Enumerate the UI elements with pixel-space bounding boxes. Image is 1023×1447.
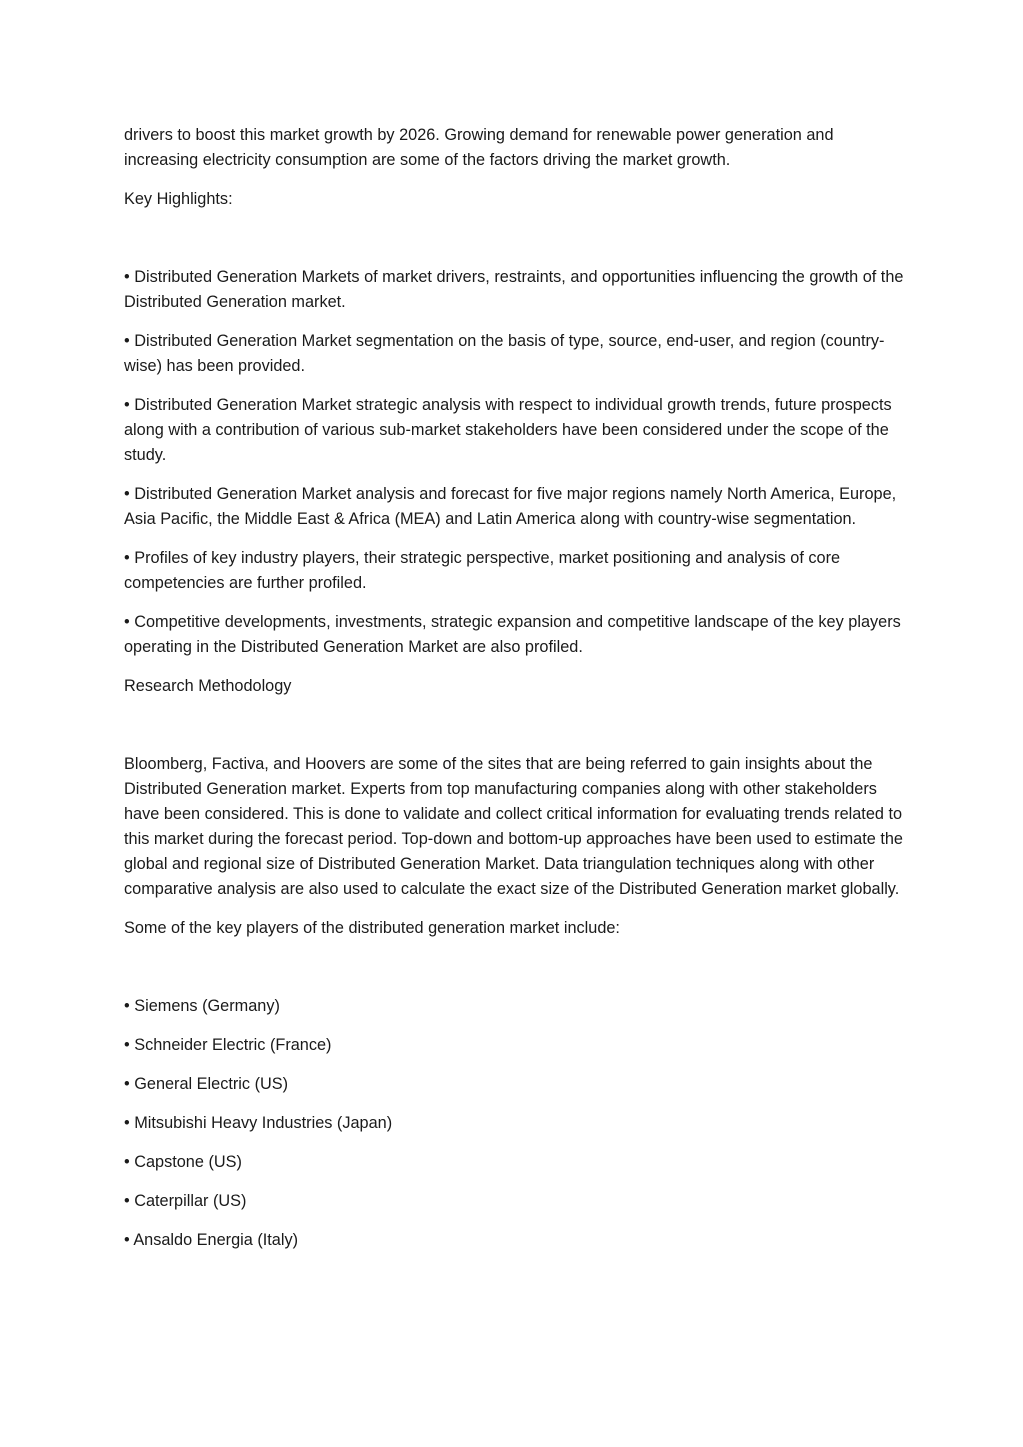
highlight-item: • Distributed Generation Market analysis and forecast for five major regions namely North America, Europe, Asia Pacific, the Middle East & Africa (MEA) and Latin America along with country-wise segmentation. <box>124 485 897 528</box>
player-item: • Mitsubishi Heavy Industries (Japan) <box>124 1114 393 1132</box>
spacer <box>124 955 904 994</box>
player-item: • Caterpillar (US) <box>124 1192 247 1210</box>
player-item: • Schneider Electric (France) <box>124 1036 332 1054</box>
spacer <box>124 713 904 752</box>
research-methodology-heading: Research Methodology <box>124 677 292 695</box>
highlight-item: • Profiles of key industry players, their strategic perspective, market positioning and analysis of core competencies are further profiled. <box>124 549 841 592</box>
methodology-paragraph: Bloomberg, Factiva, and Hoovers are some of the sites that are being referred to gain insights about the Distributed Generation market. Experts from top manufacturing companies along with other stakeholders have been considered. This is done to validate and collect critical information for evaluating trends related to this market during the forecast period. Top-down and bottom-up approaches have been used to estimate the global and regional size of Distributed Generation Market. Data triangulation techniques along with other comparative analysis are also used to calculate the exact size of the Distributed Generation market globally. <box>124 755 903 898</box>
highlight-item: • Distributed Generation Market strategic analysis with respect to individual growth trends, future prospects along with a contribution of various sub-market stakeholders have been considered under the scope of the study. <box>124 396 892 464</box>
player-item: • Ansaldo Energia (Italy) <box>124 1231 299 1249</box>
highlight-item: • Competitive developments, investments, strategic expansion and competitive landscape of the key players operating in the Distributed Generation Market are also profiled. <box>124 613 901 656</box>
document-page <box>124 123 904 1267</box>
highlight-item: • Distributed Generation Markets of market drivers, restraints, and opportunities influencing the growth of the Distributed Generation market. <box>124 268 904 311</box>
spacer <box>124 226 904 265</box>
key-players-heading: Some of the key players of the distributed generation market include: <box>124 919 620 937</box>
highlight-item: • Distributed Generation Market segmentation on the basis of type, source, end-user, and region (country-wise) has been provided. <box>124 332 885 375</box>
player-item: • Siemens (Germany) <box>124 997 280 1015</box>
player-item: • Capstone (US) <box>124 1153 242 1171</box>
player-item: • General Electric (US) <box>124 1075 289 1093</box>
intro-paragraph: drivers to boost this market growth by 2026. Growing demand for renewable power generation and increasing electricity consumption are some of the factors driving the market growth. <box>124 126 834 169</box>
key-highlights-heading: Key Highlights: <box>124 190 233 208</box>
